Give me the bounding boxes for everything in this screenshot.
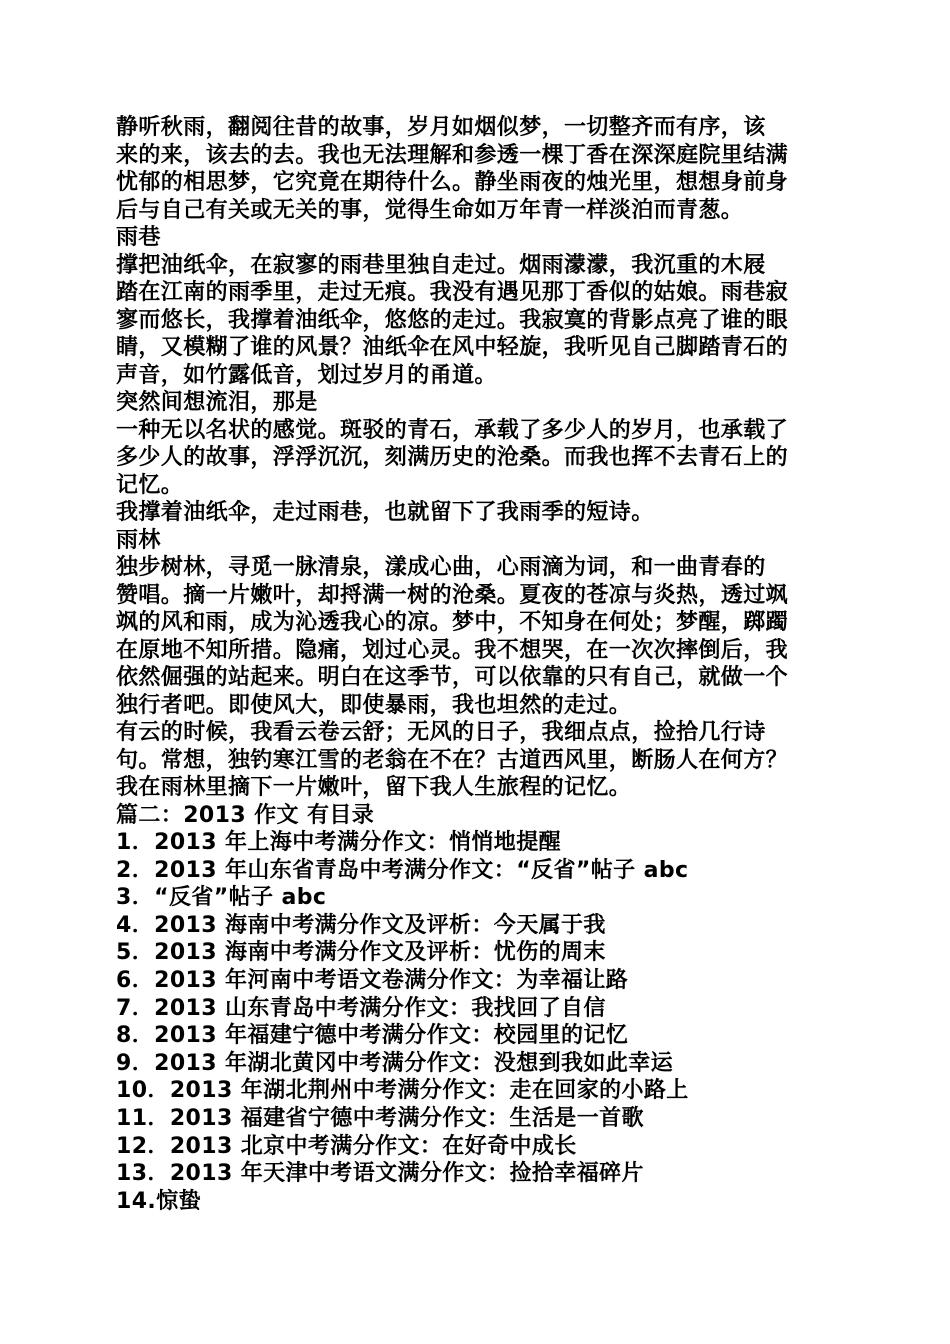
toc-item: 6．2013 年河南中考语文卷满分作文：为幸福让路 [116,968,629,994]
section-heading-rain-alley: 雨巷 [116,225,161,250]
body-line: 我在雨林里摘下一片嫩叶，留下我人生旅程的记忆。 [116,775,632,800]
document-page [116,114,836,1215]
toc-item: 8．2013 年福建宁德中考满分作文：校园里的记忆 [116,1023,629,1049]
body-line: 记忆。 [116,472,184,498]
body-line: 飒的风和雨，成为沁透我心的凉。梦中，不知身在何处；梦醒，踯躅 [116,610,789,635]
body-line: 睛，又模糊了谁的风景？油纸伞在风中轻旋，我听见自己脚踏青石的 [116,335,789,360]
body-line: 有云的时候，我看云卷云舒；无风的日子，我细点点，捡拾几行诗 [116,720,766,745]
body-line: 寥而悠长，我撑着油纸伞，悠悠的走过。我寂寞的背影点亮了谁的眼 [116,307,789,333]
toc-heading: 篇二：2013 作文 有目录 [116,802,375,828]
essay-body [116,114,836,802]
body-line: 独步树林，寻觅一脉清泉，漾成心曲，心雨滴为词，和一曲青春的 [116,555,766,580]
toc-item: 4．2013 海南中考满分作文及评析：今天属于我 [116,912,606,938]
body-line: 独行者吧。即使风大，即使暴雨，我也坦然的走过。 [116,692,632,718]
body-line: 多少人的故事，浮浮沉沉，刻满历史的沧桑。而我也挥不去青石上的 [116,445,789,470]
toc-item: 14.惊蛰 [116,1188,201,1214]
toc-item: 9．2013 年湖北黄冈中考满分作文：没想到我如此幸运 [116,1050,673,1076]
body-line: 撑把油纸伞，在寂寥的雨巷里独自走过。烟雨濛濛，我沉重的木屐 [116,252,766,278]
body-line: 忧郁的相思梦，它究竟在期待什么。静坐雨夜的烛光里，想想身前身 [116,170,789,195]
toc-item: 7．2013 山东青岛中考满分作文：我找回了自信 [116,995,606,1021]
table-of-contents [116,802,836,1216]
toc-item: 13．2013 年天津中考语文满分作文：捡拾幸福碎片 [116,1161,644,1187]
toc-item: 5．2013 海南中考满分作文及评析：忧伤的周末 [116,940,606,966]
toc-item: 3．“反省”帖子 abc [116,885,327,911]
body-line: 声音，如竹露低音，划过岁月的甬道。 [116,362,497,388]
toc-item: 2．2013 年山东省青岛中考满分作文：“反省”帖子 abc [116,857,689,883]
body-line: 突然间想流泪，那是 [116,390,318,415]
body-line: 后与自己有关或无关的事，觉得生命如万年青一样淡泊而青葱。 [116,197,744,223]
toc-item: 10．2013 年湖北荆州中考满分作文：走在回家的小路上 [116,1078,689,1104]
body-line: 静听秋雨，翻阅往昔的故事，岁月如烟似梦，一切整齐而有序，该 [116,115,766,140]
body-line: 踏在江南的雨季里，走过无痕。我没有遇见那丁香似的姑娘。雨巷寂 [116,280,789,305]
toc-item: 12．2013 北京中考满分作文：在好奇中成长 [116,1133,577,1159]
body-line: 来的来，该去的去。我也无法理解和参透一棵丁香在深深庭院里结满 [116,142,789,168]
body-line: 我撑着油纸伞，走过雨巷，也就留下了我雨季的短诗。 [116,500,654,525]
body-line: 一种无以名状的感觉。斑驳的青石，承载了多少人的岁月，也承载了 [116,417,789,443]
section-heading-rain-forest: 雨林 [116,527,161,553]
body-line: 句。常想，独钓寒江雪的老翁在不在？古道西风里，断肠人在何方？ [116,747,789,773]
body-line: 在原地不知所措。隐痛，划过心灵。我不想哭，在一次次摔倒后，我 [116,637,789,663]
toc-item: 11．2013 福建省宁德中考满分作文：生活是一首歌 [116,1106,644,1132]
body-line: 依然倔强的站起来。明白在这季节，可以依靠的只有自己，就做一个 [116,665,789,690]
body-line: 赞唱。摘一片嫩叶，却捋满一树的沧桑。夏夜的苍凉与炎热，透过飒 [116,582,789,608]
toc-item: 1．2013 年上海中考满分作文：悄悄地提醒 [116,830,561,856]
